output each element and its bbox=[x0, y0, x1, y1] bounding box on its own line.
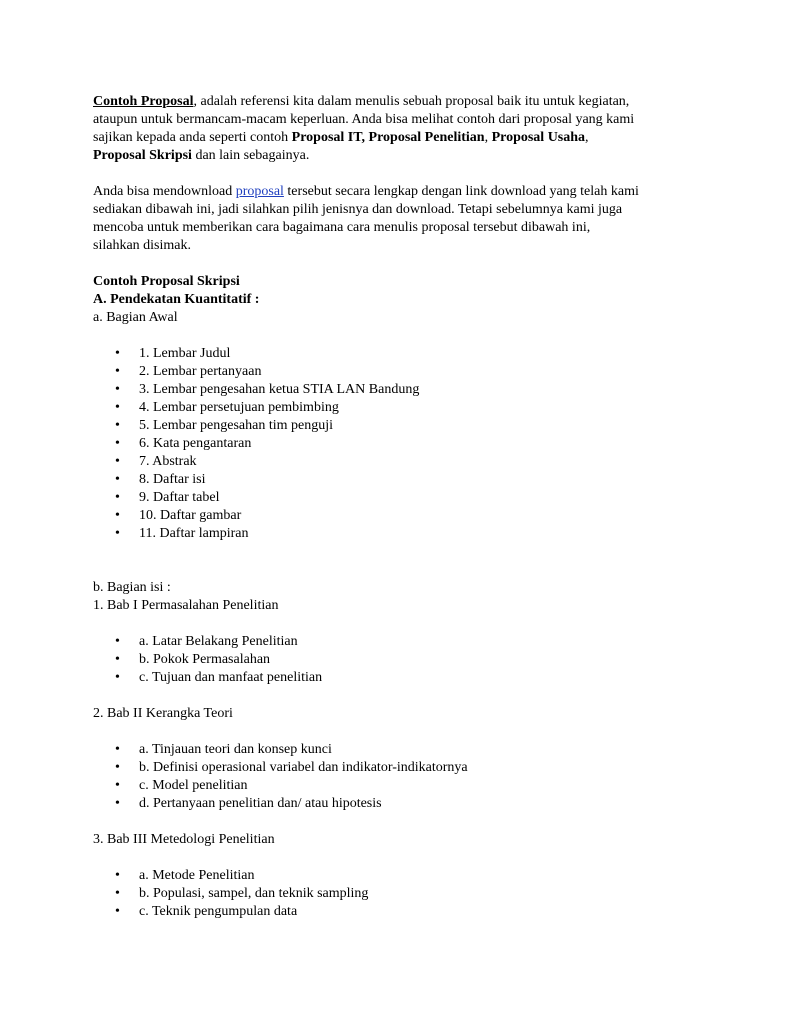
bagian-isi-heading: b. Bagian isi : bbox=[93, 580, 171, 595]
bullet-icon: • bbox=[115, 742, 120, 757]
list-item: • 5. Lembar pengesahan tim penguji bbox=[115, 418, 333, 433]
list-item: • d. Pertanyaan penelitian dan/ atau hipotesis bbox=[115, 796, 382, 811]
bullet-icon: • bbox=[115, 508, 120, 523]
intro-text: , bbox=[585, 130, 589, 145]
intro-bold-proposal-usaha: Proposal Usaha bbox=[491, 130, 586, 145]
list-item: • 8. Daftar isi bbox=[115, 472, 206, 487]
intro-title: Contoh Proposal bbox=[93, 94, 194, 109]
bullet-icon: • bbox=[115, 454, 120, 469]
bullet-icon: • bbox=[115, 904, 120, 919]
intro-text: dan lain sebagainya. bbox=[191, 148, 310, 163]
list-item: • 7. Abstrak bbox=[115, 454, 197, 469]
list-item: • c. Model penelitian bbox=[115, 778, 248, 793]
download-paragraph bbox=[93, 183, 713, 255]
chapter-2-list bbox=[93, 741, 713, 813]
intro-text: , adalah referensi kita dalam menulis sebuah proposal baik itu untuk kegiatan, bbox=[193, 94, 630, 109]
bullet-icon: • bbox=[115, 382, 120, 397]
bullet-icon: • bbox=[115, 868, 120, 883]
bullet-icon: • bbox=[115, 490, 120, 505]
bullet-icon: • bbox=[115, 526, 120, 541]
intro-bold-proposal-it: Proposal IT, Proposal Penelitian bbox=[291, 130, 485, 145]
download-text: Anda bisa mendownload bbox=[93, 184, 236, 199]
bullet-icon: • bbox=[115, 778, 120, 793]
bullet-icon: • bbox=[115, 652, 120, 667]
list-item: • a. Tinjauan teori dan konsep kunci bbox=[115, 742, 332, 757]
proposal-link[interactable]: proposal bbox=[235, 184, 284, 199]
intro-paragraph bbox=[93, 93, 713, 165]
intro-bold-proposal-skripsi: Proposal Skripsi bbox=[93, 148, 192, 163]
bullet-icon: • bbox=[115, 886, 120, 901]
intro-text: sajikan kepada anda seperti contoh bbox=[93, 130, 292, 145]
list-item: • a. Latar Belakang Penelitian bbox=[115, 634, 298, 649]
bullet-icon: • bbox=[115, 760, 120, 775]
bullet-icon: • bbox=[115, 796, 120, 811]
list-item: • c. Teknik pengumpulan data bbox=[115, 904, 298, 919]
bullet-icon: • bbox=[115, 670, 120, 685]
list-item: • 6. Kata pengantaran bbox=[115, 436, 252, 451]
list-item: • b. Pokok Permasalahan bbox=[115, 652, 271, 667]
list-item: • a. Metode Penelitian bbox=[115, 868, 255, 883]
bullet-icon: • bbox=[115, 472, 120, 487]
bullet-icon: • bbox=[115, 346, 120, 361]
list-item: • 4. Lembar persetujuan pembimbing bbox=[115, 400, 339, 415]
intro-text: ataupun untuk bermancam-macam keperluan. Anda bisa melihat contoh dari proposal yang kami bbox=[93, 112, 635, 127]
bullet-icon: • bbox=[115, 436, 120, 451]
bullet-icon: • bbox=[115, 400, 120, 415]
list-item: • 11. Daftar lampiran bbox=[115, 526, 249, 541]
chapter-1-list bbox=[93, 633, 713, 687]
chapter-title: 3. Bab III Metedologi Penelitian bbox=[93, 832, 275, 847]
list-item: • 3. Lembar pengesahan ketua STIA LAN Bandung bbox=[115, 382, 420, 397]
download-text: sediakan dibawah ini, jadi silahkan pilih jenisnya dan download. Tetapi sebelumnya kami juga bbox=[93, 202, 623, 217]
list-item: • c. Tujuan dan manfaat penelitian bbox=[115, 670, 323, 685]
list-item: • 2. Lembar pertanyaan bbox=[115, 364, 262, 379]
chapter-3-list bbox=[93, 867, 713, 921]
download-text: tersebut secara lengkap dengan link download yang telah kami bbox=[283, 184, 639, 199]
list-item: • 9. Daftar tabel bbox=[115, 490, 220, 505]
bullet-icon: • bbox=[115, 634, 120, 649]
chapter-title: 1. Bab I Permasalahan Penelitian bbox=[93, 598, 279, 613]
list-item: • b. Populasi, sampel, dan teknik sampling bbox=[115, 886, 369, 901]
list-item: • b. Definisi operasional variabel dan indikator-indikatornya bbox=[115, 760, 468, 775]
skripsi-title: Contoh Proposal Skripsi bbox=[93, 274, 240, 289]
approach-heading: A. Pendekatan Kuantitatif : bbox=[93, 292, 260, 307]
list-item: • 1. Lembar Judul bbox=[115, 346, 231, 361]
bagian-awal-heading: a. Bagian Awal bbox=[93, 310, 178, 325]
list-item: • 10. Daftar gambar bbox=[115, 508, 242, 523]
intro-text: , bbox=[484, 130, 492, 145]
bullet-icon: • bbox=[115, 364, 120, 379]
download-text: mencoba untuk memberikan cara bagaimana cara menulis proposal tersebut dibawah ini, bbox=[93, 220, 591, 235]
bagian-awal-list bbox=[93, 345, 713, 543]
chapter-title: 2. Bab II Kerangka Teori bbox=[93, 706, 233, 721]
bullet-icon: • bbox=[115, 418, 120, 433]
download-text: silahkan disimak. bbox=[93, 238, 191, 253]
document-body bbox=[93, 93, 713, 921]
